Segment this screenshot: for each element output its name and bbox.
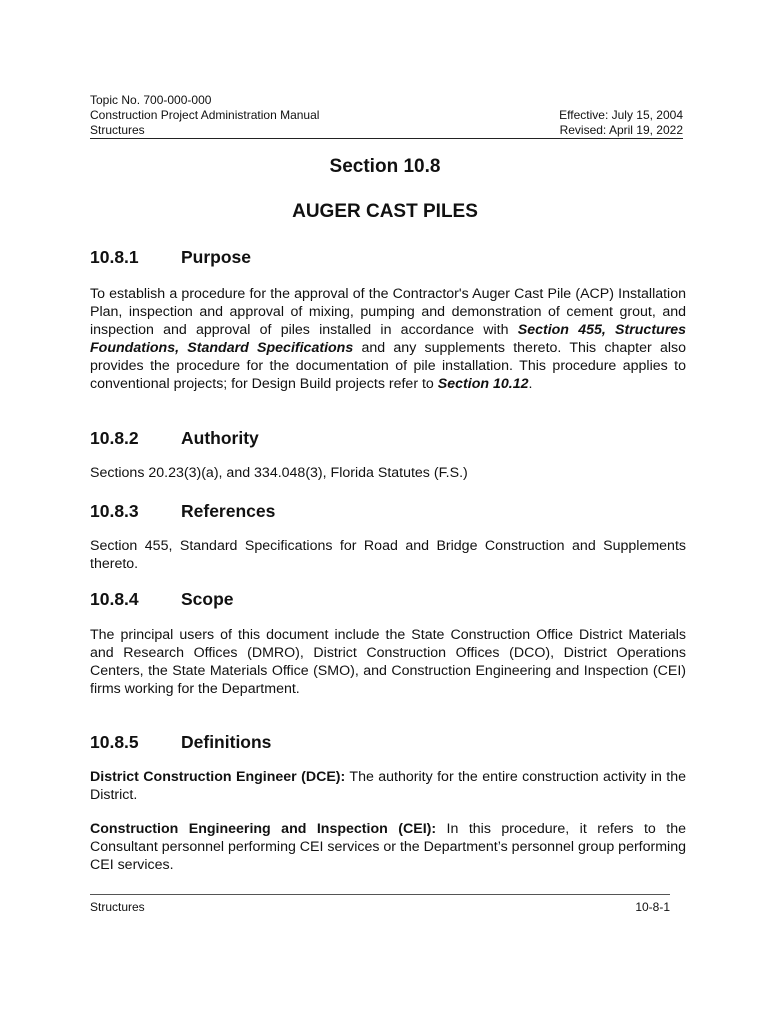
heading-number: 10.8.2 (90, 428, 139, 448)
heading-definitions (90, 732, 271, 752)
heading-number: 10.8.1 (90, 247, 139, 267)
revised-date: Revised: April 19, 2022 (559, 123, 683, 137)
definition-text: In this procedure, it refers to the Consultant personnel performing CEI services or the Department’s personnel group performing CEI services. (90, 821, 686, 873)
definition-item (90, 768, 686, 804)
purpose-paragraph (90, 285, 686, 393)
manual-name: Construction Project Administration Manual (90, 108, 320, 122)
purpose-text-1: To establish a procedure for the approval of the Contractor's Auger Cast Pile (ACP) Installation Plan, inspection and approval of mixing, pumping and demonstration of cement grout, and inspection and approval of piles installed in accordance with (90, 286, 686, 338)
definition-term: Construction Engineering and Inspection (CEI): (90, 821, 437, 837)
section-subtitle: AUGER CAST PILES (292, 201, 478, 222)
section-reference-link: Section 10.12 (437, 376, 529, 392)
topic-number: Topic No. 700-000-000 (90, 93, 212, 107)
authority-paragraph: Sections 20.23(3)(a), and 334.048(3), Florida Statutes (F.S.) (90, 465, 468, 481)
heading-text: Authority (181, 428, 259, 448)
heading-text: Definitions (181, 732, 272, 752)
header-category: Structures (90, 123, 145, 137)
effective-date: Effective: July 15, 2004 (559, 108, 683, 122)
heading-authority (90, 428, 259, 448)
heading-number: 10.8.4 (90, 589, 139, 609)
footer-category: Structures (90, 900, 145, 914)
heading-number: 10.8.3 (90, 501, 139, 521)
page-number: 10-8-1 (635, 900, 670, 914)
heading-text: References (181, 501, 276, 521)
definition-term: District Construction Engineer (DCE): (90, 769, 346, 785)
definition-text: The authority for the entire construction activity in the District. (90, 769, 687, 803)
footer-rule (90, 894, 670, 895)
header-left (90, 93, 319, 138)
heading-references (90, 501, 275, 521)
heading-number: 10.8.5 (90, 732, 139, 752)
references-paragraph: Section 455, Standard Specifications for Road and Bridge Construction and Supplements thereto. (90, 538, 686, 572)
definition-item (90, 820, 686, 874)
scope-paragraph: The principal users of this document include the State Construction Office District Materials and Research Offices (DMRO), District Construction Offices (DCO), District Operations Centers, the State Materials Office (SMO), and Construction Engineering and Inspection (CEI) firms working for the Department. (90, 627, 686, 697)
heading-purpose (90, 247, 251, 267)
section-title: Section 10.8 (329, 156, 441, 177)
spec-reference-link: Section 455, Structures Foundations, Standard Specifications (90, 322, 687, 356)
heading-text: Purpose (181, 247, 252, 267)
purpose-text-3: . (528, 376, 533, 392)
heading-scope (90, 589, 234, 609)
purpose-text-2: and any supplements thereto. This chapter also provides the procedure for the documentation of pile installation. This procedure applies to conventional projects; for Design Build projects refer to (90, 340, 686, 392)
header-rule (90, 138, 683, 139)
header-right (559, 108, 683, 138)
heading-text: Scope (181, 589, 234, 609)
